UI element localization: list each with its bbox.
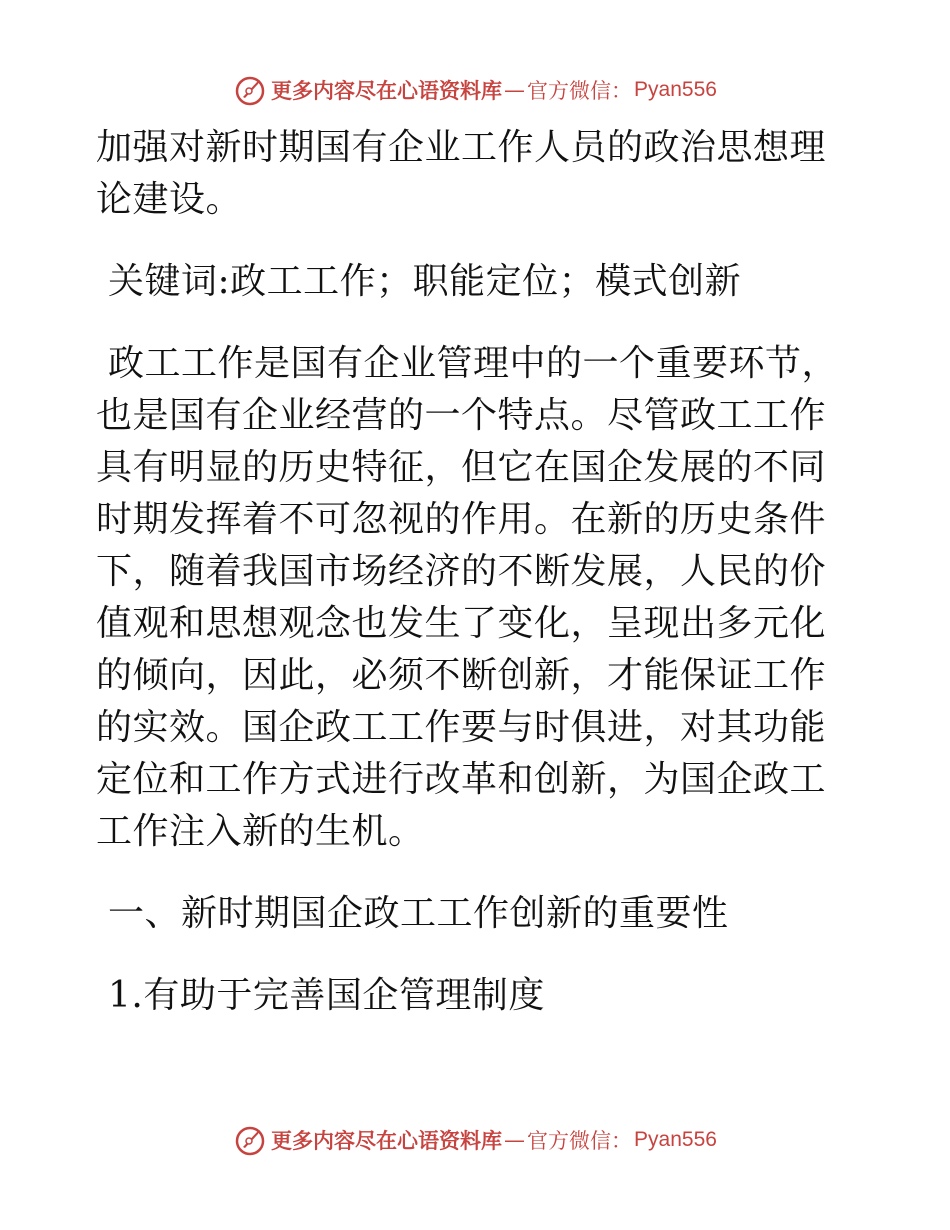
- banner-dash: —: [504, 78, 526, 102]
- banner-wechat-label: 官方微信：: [527, 1129, 633, 1153]
- quill-circle-icon: [233, 1123, 267, 1157]
- banner-slogan: 更多内容尽在心语资料库: [271, 78, 503, 103]
- footer-watermark-banner: [0, 1120, 950, 1160]
- banner-slogan: 更多内容尽在心语资料库: [271, 1128, 503, 1153]
- banner-dash: —: [504, 1128, 526, 1152]
- banner-wechat-id: Pyan556: [634, 78, 717, 101]
- document-body: [96, 122, 856, 1022]
- banner-wechat-id: Pyan556: [634, 1128, 717, 1151]
- subsection-heading: 1.有助于完善国企管理制度: [108, 975, 545, 1016]
- banner-wechat-label: 官方微信：: [527, 79, 633, 103]
- quill-circle-icon: [233, 73, 267, 107]
- keywords-line: 关键词:政工工作；职能定位；模式创新: [108, 261, 742, 302]
- header-watermark-banner: [0, 70, 950, 110]
- section-heading: 一、新时期国企政工工作创新的重要性: [108, 893, 729, 934]
- paragraph-continued: 加强对新时期国有企业工作人员的政治思想理论建设。: [96, 127, 827, 220]
- body-paragraph: 政工工作是国有企业管理中的一个重要环节，也是国有企业经营的一个特点。尽管政工工作具有明显的历史特征，但它在国企发展的不同时期发挥着不可忽视的作用。在新的历史条件下，随着我国市场经济的不断发展，人民的价值观和思想观念也发生了变化，呈现出多元化的倾向，因此，必须不断创新，才能保证工作的实效。国企政工工作要与时俱进，对其功能定位和工作方式进行改革和创新，为国企政工工作注入新的生机。: [96, 343, 839, 852]
